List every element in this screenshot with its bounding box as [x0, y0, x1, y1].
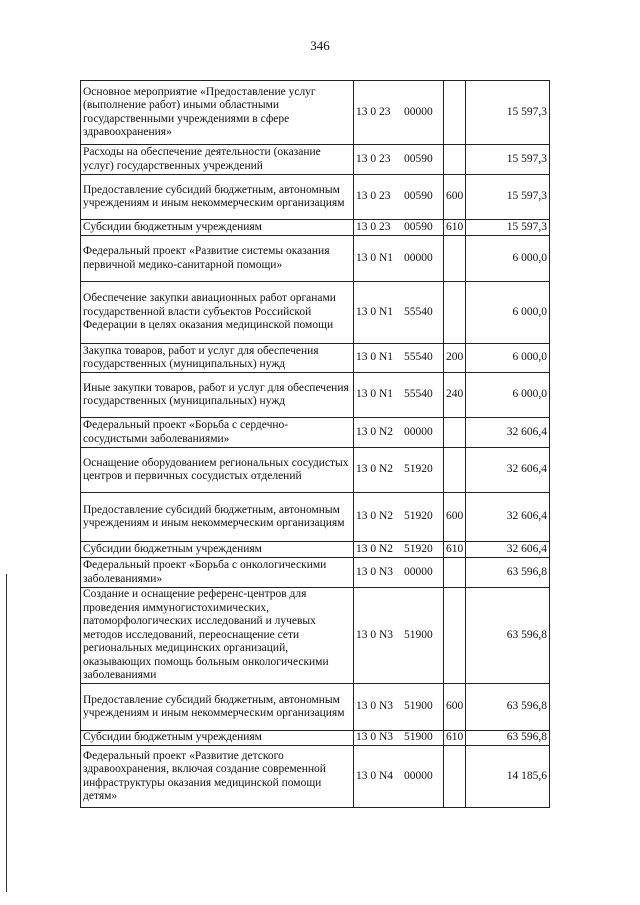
classification-code [354, 344, 444, 373]
amount: 6 000,0 [466, 236, 550, 282]
classification-code [354, 558, 444, 588]
classification-code [354, 145, 444, 175]
classification-code [354, 684, 444, 731]
expense-type [444, 282, 466, 344]
table-row [81, 220, 550, 236]
direction-code: 00590 [404, 152, 433, 165]
amount: 15 597,3 [466, 81, 550, 145]
margin-line [6, 574, 7, 892]
direction-code: 00590 [404, 220, 433, 233]
direction-code: 51920 [404, 542, 433, 555]
direction-code: 51920 [404, 463, 433, 476]
direction-code: 00590 [404, 190, 433, 203]
classification-code [354, 418, 444, 448]
table-row [81, 344, 550, 373]
program-code: 13 0 N1 [356, 251, 394, 264]
classification-code [354, 81, 444, 145]
table-row [81, 448, 550, 493]
expense-name: Федеральный проект «Развитие системы оказания первичной медико-санитарной помощи» [81, 236, 354, 282]
direction-code: 51900 [404, 700, 433, 713]
table-row [81, 731, 550, 746]
classification-code [354, 731, 444, 746]
program-code: 13 0 N1 [356, 351, 394, 364]
table-row [81, 145, 550, 175]
amount: 15 597,3 [466, 220, 550, 236]
amount: 15 597,3 [466, 145, 550, 175]
amount: 32 606,4 [466, 448, 550, 493]
classification-code [354, 175, 444, 220]
direction-code: 00000 [404, 251, 433, 264]
program-code: 13 0 23 [356, 220, 391, 233]
program-code: 13 0 N3 [356, 731, 394, 744]
expense-name: Основное мероприятие «Предоставление услуг (выполнение работ) иными областными государственными учреждениями в сфере здравоохранения» [81, 81, 354, 145]
amount: 63 596,8 [466, 558, 550, 588]
expense-name: Субсидии бюджетным учреждениям [81, 731, 354, 746]
table-row [81, 81, 550, 145]
direction-code: 51900 [404, 628, 433, 641]
classification-code [354, 542, 444, 558]
expense-type [444, 236, 466, 282]
expense-name: Расходы на обеспечение деятельности (оказание услуг) государственных учреждений [81, 145, 354, 175]
table-row [81, 373, 550, 418]
direction-code: 00000 [404, 105, 433, 118]
program-code: 13 0 N3 [356, 628, 394, 641]
direction-code: 55540 [404, 388, 433, 401]
expense-type: 600 [444, 175, 466, 220]
classification-code [354, 373, 444, 418]
direction-code: 51920 [404, 510, 433, 523]
program-code: 13 0 N2 [356, 542, 394, 555]
expense-name: Создание и оснащение референс-центров для проведения иммуногистохимических, патоморфологических исследований и лучевых методов исследований, переоснащение сети региональных медицинских организаций, оказывающих помощь больным онкологическими заболеваниями [81, 588, 354, 684]
program-code: 13 0 23 [356, 105, 391, 118]
program-code: 13 0 N2 [356, 425, 394, 438]
expense-type: 200 [444, 344, 466, 373]
expense-type [444, 558, 466, 588]
amount: 32 606,4 [466, 493, 550, 542]
classification-code [354, 236, 444, 282]
expense-type [444, 588, 466, 684]
expense-name: Федеральный проект «Борьба с сердечно-сосудистыми заболеваниями» [81, 418, 354, 448]
table-row [81, 558, 550, 588]
classification-code [354, 448, 444, 493]
expense-type: 600 [444, 493, 466, 542]
amount: 63 596,8 [466, 588, 550, 684]
expense-name: Субсидии бюджетным учреждениям [81, 220, 354, 236]
classification-code [354, 588, 444, 684]
expense-name: Предоставление субсидий бюджетным, автономным учреждениям и иным некоммерческим организациям [81, 684, 354, 731]
expense-type: 610 [444, 220, 466, 236]
expense-type [444, 81, 466, 145]
expense-type: 600 [444, 684, 466, 731]
expense-name: Субсидии бюджетным учреждениям [81, 542, 354, 558]
direction-code: 51900 [404, 731, 433, 744]
table-row [81, 542, 550, 558]
page-number: 346 [310, 38, 330, 53]
program-code: 13 0 23 [356, 152, 391, 165]
budget-table [80, 80, 550, 808]
table-row [81, 493, 550, 542]
expense-type [444, 448, 466, 493]
program-code: 13 0 N3 [356, 565, 394, 578]
amount: 6 000,0 [466, 373, 550, 418]
expense-name: Предоставление субсидий бюджетным, автономным учреждениям и иным некоммерческим организациям [81, 493, 354, 542]
expense-type: 610 [444, 731, 466, 746]
table-row [81, 236, 550, 282]
direction-code: 55540 [404, 305, 433, 318]
expense-type [444, 145, 466, 175]
program-code: 13 0 N2 [356, 463, 394, 476]
expense-name: Федеральный проект «Развитие детского здравоохранения, включая создание современной инфраструктуры оказания медицинской помощи детям» [81, 746, 354, 808]
table-row [81, 684, 550, 731]
program-code: 13 0 N1 [356, 388, 394, 401]
expense-type [444, 418, 466, 448]
program-code: 13 0 N1 [356, 305, 394, 318]
table-row [81, 588, 550, 684]
amount: 63 596,8 [466, 731, 550, 746]
table-row [81, 418, 550, 448]
direction-code: 00000 [404, 565, 433, 578]
table-row [81, 746, 550, 808]
classification-code [354, 282, 444, 344]
amount: 14 185,6 [466, 746, 550, 808]
amount: 32 606,4 [466, 418, 550, 448]
direction-code: 00000 [404, 769, 433, 782]
amount: 63 596,8 [466, 684, 550, 731]
classification-code [354, 746, 444, 808]
direction-code: 55540 [404, 351, 433, 364]
expense-name: Федеральный проект «Борьба с онкологическими заболеваниями» [81, 558, 354, 588]
expense-name: Предоставление субсидий бюджетным, автономным учреждениям и иным некоммерческим организациям [81, 175, 354, 220]
expense-name: Оснащение оборудованием региональных сосудистых центров и первичных сосудистых отделений [81, 448, 354, 493]
expense-name: Иные закупки товаров, работ и услуг для обеспечения государственных (муниципальных) нужд [81, 373, 354, 418]
expense-type [444, 746, 466, 808]
table-row [81, 282, 550, 344]
expense-type: 610 [444, 542, 466, 558]
table-row [81, 175, 550, 220]
program-code: 13 0 N3 [356, 700, 394, 713]
program-code: 13 0 N2 [356, 510, 394, 523]
classification-code [354, 493, 444, 542]
program-code: 13 0 23 [356, 190, 391, 203]
expense-name: Обеспечение закупки авиационных работ органами государственной власти субъектов Российской Федерации в целях оказания медицинской помощи [81, 282, 354, 344]
amount: 32 606,4 [466, 542, 550, 558]
classification-code [354, 220, 444, 236]
expense-name: Закупка товаров, работ и услуг для обеспечения государственных (муниципальных) нужд [81, 344, 354, 373]
program-code: 13 0 N4 [356, 769, 394, 782]
amount: 6 000,0 [466, 282, 550, 344]
amount: 15 597,3 [466, 175, 550, 220]
amount: 6 000,0 [466, 344, 550, 373]
direction-code: 00000 [404, 425, 433, 438]
expense-type: 240 [444, 373, 466, 418]
